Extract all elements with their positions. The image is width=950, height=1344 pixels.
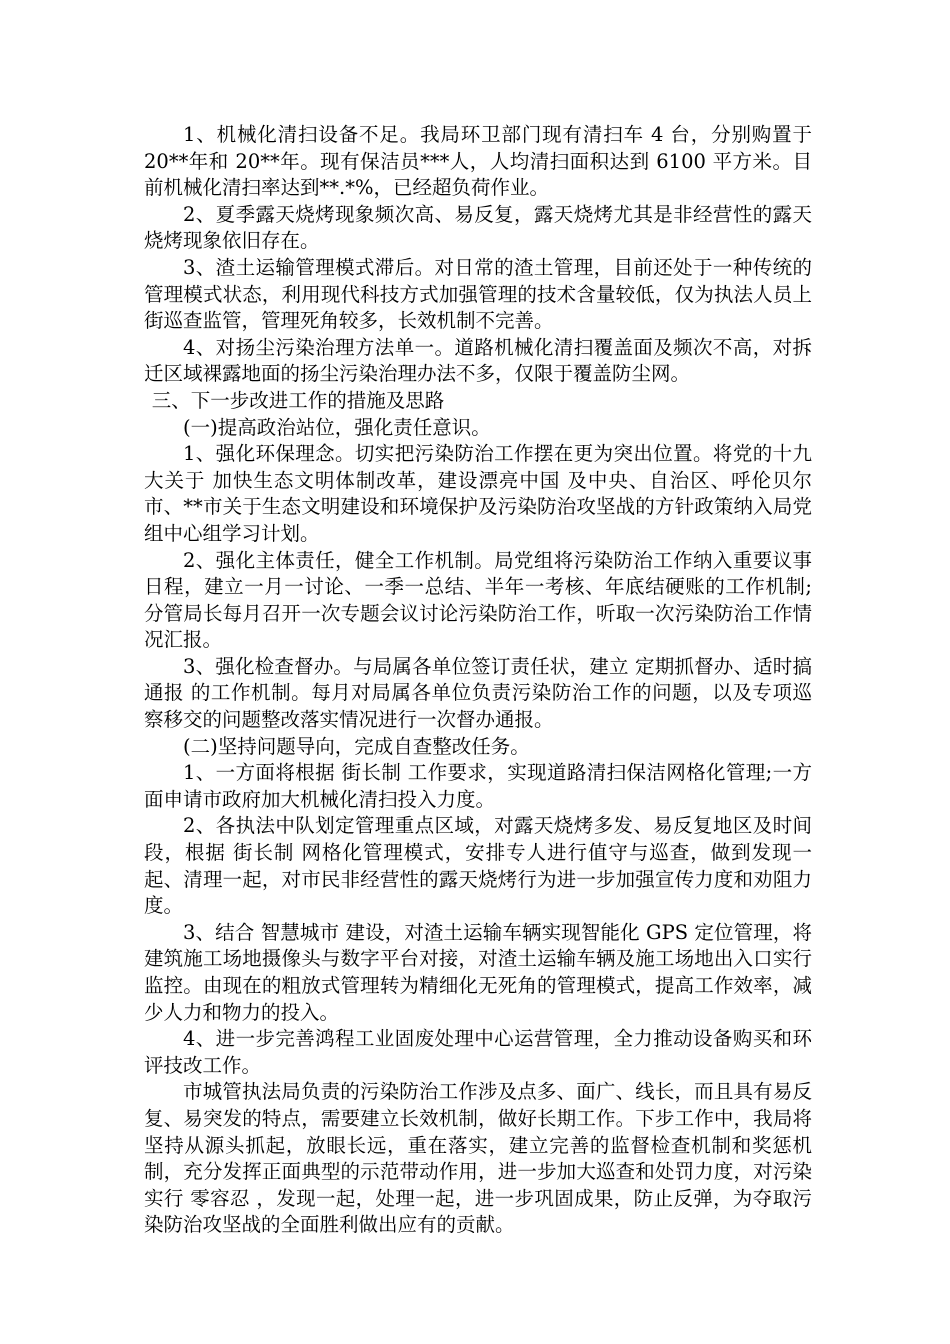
subsection-heading-1: (一)提高政治站位，强化责任意识。: [183, 415, 491, 439]
paragraph-eco-concept: 1、强化环保理念。切实把污染防治工作摆在更为突出位置。将党的十九大关于 加快生态文明体制改革，建设漂亮中国 及中央、自治区、呼伦贝尔市、**市关于生态文明建设和环境保护及污染防治攻坚战的方针政策纳入局党组中心组学习计划。: [144, 442, 812, 545]
section-heading: 三、下一步改进工作的措施及思路: [151, 388, 445, 412]
paragraph-solid-waste: 4、进一步完善鸿程工业固废处理中心运营管理，全力推动设备购买和环评技改工作。: [144, 1027, 812, 1077]
paragraph-bbq: 2、夏季露天烧烤现象频次高、易反复，露天烧烤尤其是非经营性的露天烧烤现象依旧存在。: [144, 202, 812, 253]
paragraph-dust: 4、对扬尘污染治理方法单一。道路机械化清扫覆盖面及频次不高，对拆迁区域裸露地面的扬尘污染治理办法不多，仅限于覆盖防尘网。: [144, 335, 812, 386]
paragraph-conclusion: 市城管执法局负责的污染防治工作涉及点多、面广、线长，而且具有易反复、易突发的特点，需要建立长效机制，做好长期工作。下步工作中，我局将坚持从源头抓起，放眼长远，重在落实，建立完善的监督检查机制和奖惩机制，充分发挥正面典型的示范带动作用，进一步加大巡查和处罚力度，对污染实行 零容忍 ，发现一起，处理一起，进一步巩固成果，防止反弹，为夺取污染防治攻坚战的全面胜利做出应有的贡献。: [144, 1080, 812, 1237]
paragraph-equipment-shortage: 1、机械化清扫设备不足。我局环卫部门现有清扫车 4 台，分别购置于 20**年和 20**年。现有保洁员***人，人均清扫面积达到 6100 平方米。目前机械化清扫率达到**.*%，已经超负荷作业。: [144, 123, 812, 200]
paragraph-responsibility: 2、强化主体责任，健全工作机制。局党组将污染防治工作纳入重要议事日程，建立一月一讨论、一季一总结、半年一考核、年底结硬账的工作机制;分管局长每月召开一次专题会议讨论污染防治工作，听取一次污染防治工作情况汇报。: [144, 548, 812, 652]
paragraph-supervision: 3、强化检查督办。与局属各单位签订责任状，建立 定期抓督办、适时搞通报 的工作机制。每月对局属各单位负责污染防治工作的问题，以及专项巡察移交的问题整改落实情况进行一次督办通报。: [144, 654, 812, 732]
paragraph-street-chief: 1、一方面将根据 街长制 工作要求，实现道路清扫保洁网格化管理;一方面申请市政府加大机械化清扫投入力度。: [144, 761, 812, 811]
paragraph-smart-city: 3、结合 智慧城市 建设，对渣土运输车辆实现智能化 GPS 定位管理，将建筑施工场地摄像头与数字平台对接，对渣土运输车辆及施工场地出入口实行监控。由现在的粗放式管理转为精细化无死角的管理模式，提高工作效率，减少人力和物力的投入。: [144, 920, 812, 1024]
paragraph-muck-transport: 3、渣土运输管理模式滞后。对日常的渣土管理，目前还处于一种传统的管理模式状态，利用现代科技方式加强管理的技术含量较低，仅为执法人员上街巡查监管，管理死角较多，长效机制不完善。: [144, 255, 812, 333]
document-body: [144, 122, 812, 1239]
subsection-heading-2: (二)坚持问题导向，完成自查整改任务。: [183, 734, 530, 758]
paragraph-patrol: 2、各执法中队划定管理重点区域，对露天烧烤多发、易反复地区及时间段，根据 街长制 网格化管理模式，安排专人进行值守与巡查，做到发现一起、清理一起，对市民非经营性的露天烧烤行为进一步加强宣传力度和劝阻力度。: [144, 814, 812, 918]
